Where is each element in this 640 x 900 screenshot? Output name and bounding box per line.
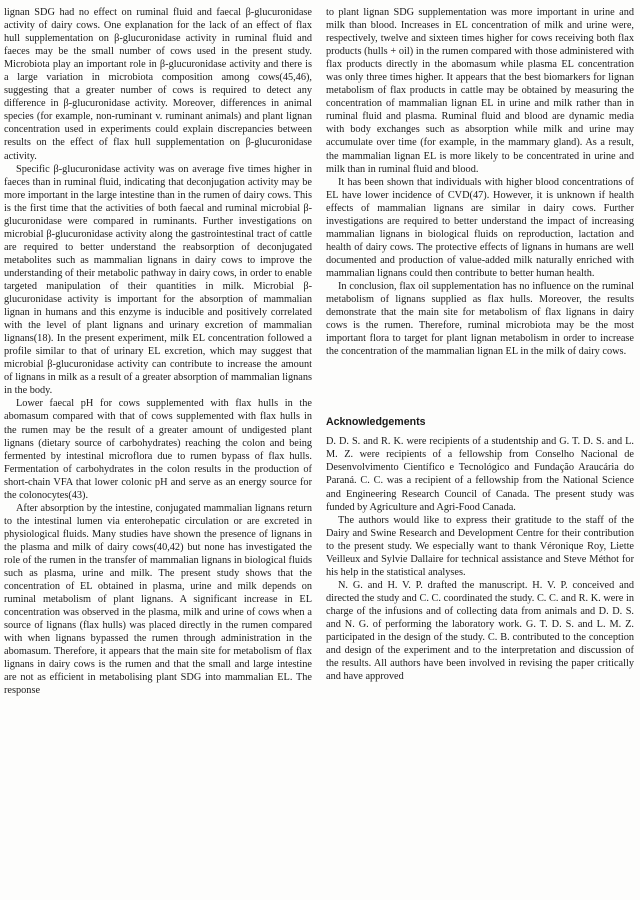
- paragraph: Lower faecal pH for cows supplemented with flax hulls in the abomasum compared with that of cows supplemented with flax hulls in the rumen may be the result of a greater amount of undigested plant lignans (dietary source of carbohydrates) reaching the colon and being fermented by intestinal microflora due to rumen bypass of flax hulls. Fermentation of carbohydrates in the colon results in the production of short-chain VFA that lower colonic pH and serve as an energy source for the colonocytes(43).: [4, 398, 312, 501]
- paragraph: to plant lignan SDG supplementation was more important in urine and milk than blood. Increases in EL concentration of milk and urine were, respectively, twelve and sixteen times higher for cows receiving both flax products (hulls + oil) in the rumen compared with those administered with flax products directly in the abomasum while plasma EL concentration was only three times higher. It appears that the best biomarkers for lignan metabolism of flax products in cattle may be obtained by measuring the concentration of mammalian lignan EL in urine and milk rather than in ruminal fluid and plasma. Ruminal fluid and blood are dynamic media with body exchanges such as absorption while milk and urine may accumulate over time (for example, in the mammary gland). As a result, the mammalian lignan EL is more likely to be concentrated in urine and milk than in ruminal fluid and blood.: [326, 7, 634, 175]
- paragraph: It has been shown that individuals with higher blood concentrations of EL have lower incidence of CVD(47). However, it is unknown if health effects of mammalian lignans are similar in dairy cows. Further investigations are required to better understand the impact of increasing mammalian lignans in biological fluids on reproduction, lactation and health of dairy cows. The protective effects of lignans in humans are well documented and production of value-added milk naturally enriched with mammalian lignans could then contribute to better human health.: [326, 176, 634, 279]
- paragraph: In conclusion, flax oil supplementation has no influence on the ruminal metabolism of lignans supplied as flax hulls. Moreover, the results demonstrate that the main site for metabolism of flax lignans in dairy cows is the rumen. Therefore, ruminal microbiota may be the most important flora to target for plant lignan metabolism in order to increase the concentration of the mammalian lignan EL in the milk of dairy cows.: [326, 280, 634, 358]
- left-column: [4, 6, 312, 697]
- paragraph: lignan SDG had no effect on ruminal fluid and faecal β-glucuronidase activity of dairy cows. One explanation for the lack of an effect of flax hull supplementation on β-glucuronidase activity in ruminal fluid and faeces may be the small number of cows used in the present study. Microbiota play an important role in β-glucuronidase activity and there is a large variation in microbiota composition among cows(45,46), suggesting that a greater number of cows is required to detect any difference in β-glucuronidase activity. Moreover, differences in animal species (for example, non-ruminant v. ruminant animals) and plant lignan concentration used in experiments could explain discrepancies between results on the effect of flax hull supplementation on β-glucuronidase activity.: [4, 7, 312, 162]
- acknowledgement-paragraph: N. G. and H. V. P. drafted the manuscript. H. V. P. conceived and directed the study and C. C. coordinated the study. C. C. and R. K. were in charge of the infusions and of collecting data from animals and D. D. S. and N. G. of performing the laboratory work. G. T. D. S. and L. M. Z. participated in the design of the study. C. B. contributed to the conception and design of the experiment and to the interpretation and discussion of the results. All authors have been involved in revising the paper critically and have approved: [326, 579, 634, 683]
- acknowledgement-paragraph: D. D. S. and R. K. were recipients of a studentship and G. T. D. S. and L. M. Z. were recipients of a fellowship from Conselho Nacional de Desenvolvimento Científico e Tecnológico and Fundação Araucária do Paraná. C. C. was a recipient of a fellowship from the National Science and Engineering Research Council of Canada. The present study was funded by Agriculture and Agri-Food Canada.: [326, 436, 634, 513]
- acknowledgement-paragraph: The authors would like to express their gratitude to the staff of the Dairy and Swine Research and Development Centre for their contribution to the present study. We especially want to thank Véronique Roy, Liette Veilleux and Sylvie Dallaire for technical assistance and Steve Méthot for his help in the statistical analyses.: [326, 514, 634, 578]
- paragraph: Specific β-glucuronidase activity was on average five times higher in faeces than in ruminal fluid, indicating that deconjugation activity may be more important in the large intestine than in the rumen of dairy cows. This is the first time that the activities of both faecal and ruminal microbial β-glucuronidase were compared in ruminants. Further investigations on microbial β-glucuronidase activity along the gastrointestinal tract of cattle are required to better understand the reabsorption of deconjugated metabolites such as mammalian lignans in dairy cows to improve the understanding of their metabolic pathway in dairy cows, in order to enable targeted manipulation of their quantities in milk. Microbial β-glucuronidase activity is important for the absorption of mammalian lignan in humans and this enzyme is inducible and positively correlated with the level of plant lignans and urinary excretion of mammalian lignans(18). In the present experiment, milk EL concentration followed a profile similar to that of urinary EL excretion, which may suggest that microbial β-glucuronidase activity can contribute to increase the amount of lignans in milk as a result of a greater absorption of mammalian lignans in the body.: [4, 163, 312, 397]
- acknowledgements-heading: Acknowledgements: [326, 416, 426, 429]
- right-column: [326, 6, 634, 697]
- two-column-body: [4, 6, 634, 697]
- section-gap: [326, 358, 634, 416]
- paragraph: After absorption by the intestine, conjugated mammalian lignans return to the intestinal lumen via enterohepatic circulation or are excreted in physiological fluids. Many studies have shown the presence of lignans in the plasma and milk of dairy cows(40,42) but none has investigated the role of the rumen in the transfer of mammalian lignans in biological fluids such as plasma, urine and milk. The present study shows that the concentration of EL obtained in plasma, urine and milk depends on ruminal metabolism of plant lignans. A significant increase in EL concentration was observed in the plasma, milk and urine of cows when a source of lignans (flax hulls) was placed directly in the rumen compared with when lignans bypassed the rumen through administration in the abomasum. Therefore, it appears that the main site for metabolism of flax lignans in dairy cows is the rumen and that the small and large intestine are not as efficient in metabolising plant SDG into mammalian EL. The response: [4, 502, 312, 697]
